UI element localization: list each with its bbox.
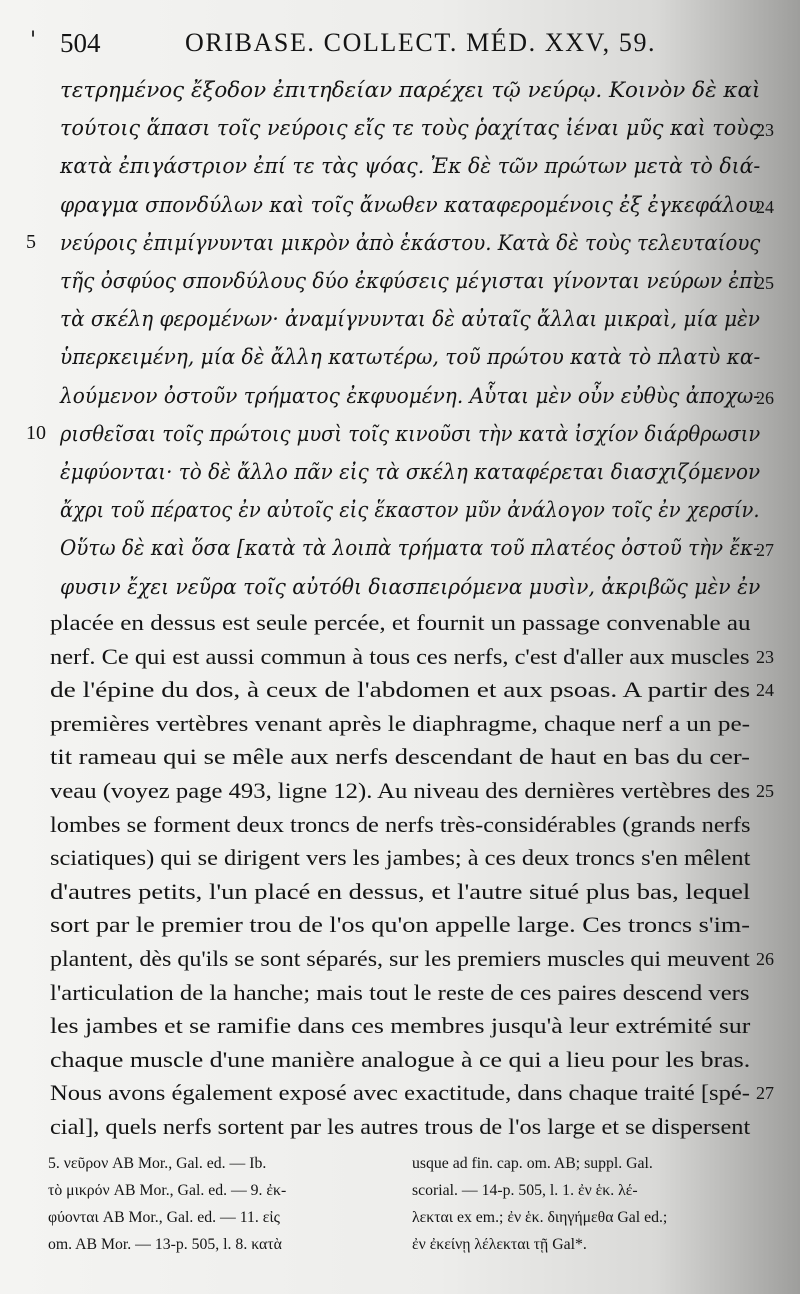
greek-line [60, 223, 772, 263]
french-line [50, 739, 752, 775]
greek-line [60, 185, 772, 225]
greek-line-text: λούμενον ὀστοῦν τρήματος ἐκφυομένη. Αὗται μὲν οὖν εὐθὺς ἀποχω- [60, 383, 761, 408]
footnote-line: om. AB Mor. — 13-p. 505, l. 8. κατὰ [48, 1236, 282, 1253]
french-line-text: cial], quels nerfs sortent par les autres trous de l'os large et se dispersent [50, 1114, 751, 1139]
greek-line [60, 452, 772, 492]
section-number: 23 [756, 120, 774, 141]
section-number: 27 [756, 1083, 774, 1104]
greek-line [60, 490, 772, 530]
footnotes-left-column [48, 1150, 388, 1258]
french-line [50, 941, 752, 977]
french-line [50, 605, 752, 641]
greek-line [60, 376, 772, 416]
greek-line [60, 567, 772, 607]
section-number: 23 [756, 646, 774, 667]
footnote-line: usque ad fin. cap. om. AB; suppl. Gal. [412, 1155, 653, 1172]
french-line-text: l'articulation de la hanche; mais tout le reste de ces paires descend vers [50, 979, 750, 1005]
running-title: ORIBASE. COLLECT. MÉD. XXV, 59. [185, 28, 657, 57]
greek-line-text: φραγμα σπονδύλων καὶ τοῖς ἄνωθεν καταφερομένοις ἐξ ἐγκεφάλου [60, 192, 761, 217]
footnote-line: 5. νεῦρον AB Mor., Gal. ed. — Ib. [48, 1155, 267, 1172]
french-line-text: tit rameau qui se mêle aux nerfs descendant de haut en bas du cer- [50, 744, 750, 770]
french-line [50, 1042, 752, 1078]
greek-line-text: τὰ σκέλη φερομένων· ἀναμίγνυνται δὲ αὐταῖς ἄλλαι μικραὶ, μία μὲν [60, 307, 760, 332]
greek-line [60, 146, 772, 186]
french-line-text: placée en dessus est seule percée, et fournit un passage convenable au [50, 610, 751, 635]
greek-line-text: τετρημένος ἔξοδον ἐπιτηδείαν παρέχει τῷ νεύρῳ. Κοινὸν δὲ καὶ [60, 78, 761, 102]
french-line [50, 672, 752, 708]
greek-line-text: ἄχρι τοῦ πέρατος ἐν αὐτοῖς εἰς ἕκαστον μῦν ἀνάλογον τοῖς ἐν χερσίν. [60, 498, 760, 523]
french-line-text: premières vertèbres venant après le diaphragme, chaque nerf a un pe- [50, 710, 751, 736]
french-line-text: sort par le premier trou de l'os qu'on appelle large. Ces troncs s'im- [50, 912, 750, 938]
section-number: 26 [756, 387, 774, 408]
greek-line-text: νεύροις ἐπιμίγνυνται μικρὸν ἀπὸ ἑκάστου. Κατὰ δὲ τοὺς τελευταίους [60, 230, 761, 255]
greek-line [60, 299, 772, 339]
french-line [50, 975, 752, 1011]
french-line [50, 773, 752, 809]
header-mark: ' [30, 28, 37, 53]
french-line [50, 706, 752, 742]
section-number: 25 [756, 273, 774, 293]
greek-line-text: ὑπερκειμένη, μία δὲ ἄλλη κατωτέρω, τοῦ πρώτου κατὰ τὸ πλατὺ κα- [60, 345, 761, 370]
section-number: 26 [756, 949, 774, 969]
french-line [50, 1075, 752, 1111]
greek-line-text: τῆς ὀσφύος σπονδύλους δύο ἐκφύσεις μέγισται γίνονται νεύρων ἐπὶ [60, 269, 761, 293]
greek-line-text: Οὕτω δὲ καὶ ὅσα [κατὰ τὰ λοιπὰ τρήματα τοῦ πλατέος ὀστοῦ τὴν ἔκ- [60, 536, 760, 561]
french-line [50, 874, 752, 910]
footnote-line: λεκται ex em.; ἐν ἑκ. διηγήμεθα Gal ed.; [412, 1209, 668, 1226]
greek-line [60, 414, 772, 454]
greek-line-text: ἐμφύονται· τὸ δὲ ἄλλο πᾶν εἰς τὰ σκέλη καταφέρεται διασχιζόμενον [60, 460, 761, 484]
greek-line-text: τούτοις ἅπασι τοῖς νεύροις εἴς τε τοὺς ῥαχίτας ἰέναι μῦς καὶ τοὺς [60, 116, 761, 141]
greek-line-text: κατὰ ἐπιγάστριον ἐπί τε τὰς ψόας. Ἐκ δὲ τῶν πρώτων μετὰ τὸ διά- [60, 154, 761, 179]
greek-line [60, 70, 772, 110]
french-line [50, 907, 752, 943]
greek-line [60, 261, 772, 301]
french-line-text: veau (voyez page 493, ligne 12). Au niveau des dernières vertèbres des [50, 778, 751, 803]
french-line [50, 840, 752, 876]
french-line-text: d'autres petits, l'un placé en dessus, et l'autre situé plus bas, lequel [50, 878, 751, 904]
page-number: 504 [60, 28, 101, 58]
greek-line [60, 528, 772, 568]
footnote-line: scorial. — 14-p. 505, l. 1. ἐν ἑκ. λέ- [412, 1182, 638, 1199]
running-header [0, 20, 800, 64]
french-line [50, 1109, 752, 1145]
greek-line [60, 108, 772, 148]
french-line [50, 807, 752, 843]
footnote-line: ἐν ἐκείνῃ λέλεκται τῇ Gal*. [412, 1236, 587, 1253]
french-line [50, 639, 752, 675]
greek-line-text: φυσιν ἔχει νεῦρα τοῖς αὐτόθι διασπειρόμενα μυσὶν, ἀκριβῶς μὲν ἐν [60, 574, 761, 599]
section-number: 25 [756, 781, 774, 801]
footnote-line: φύονται AB Mor., Gal. ed. — 11. εἰς [48, 1209, 280, 1226]
french-line-text: les jambes et se ramifie dans ces membres jusqu'à leur extrémité sur [50, 1013, 751, 1039]
french-line-text: chaque muscle d'une manière analogue à ce qui a lieu pour les bras. [50, 1046, 751, 1072]
french-line-text: lombes se forment deux troncs de nerfs très-considérables (grands nerfs [50, 811, 751, 837]
greek-line-text: ρισθεῖσαι τοῖς πρώτοις μυσὶ τοῖς κινοῦσι τὴν κατὰ ἰσχίον διάρθρωσιν [60, 421, 761, 446]
french-line-text: Nous avons également exposé avec exactitude, dans chaque traité [spé- [50, 1080, 750, 1106]
french-line-text: plantent, dès qu'ils se sont séparés, sur les premiers muscles qui meuvent [50, 946, 750, 971]
line-number: 5 [26, 230, 36, 253]
french-line-text: sciatiques) qui se dirigent vers les jambes; à ces deux troncs s'en mêlent [50, 845, 751, 871]
french-line-text: nerf. Ce qui est aussi commun à tous ces nerfs, c'est d'aller aux muscles [50, 643, 750, 669]
footnote-line: τὸ μικρόν AB Mor., Gal. ed. — 9. ἐκ- [48, 1182, 287, 1199]
section-number: 24 [756, 680, 774, 701]
section-number: 27 [756, 540, 774, 561]
greek-line [60, 337, 772, 377]
footnotes-right-column [412, 1150, 752, 1258]
section-number: 24 [756, 196, 774, 217]
line-number: 10 [26, 421, 46, 444]
french-line [50, 1008, 752, 1044]
french-line-text: de l'épine du dos, à ceux de l'abdomen et aux psoas. A partir des [50, 677, 751, 703]
